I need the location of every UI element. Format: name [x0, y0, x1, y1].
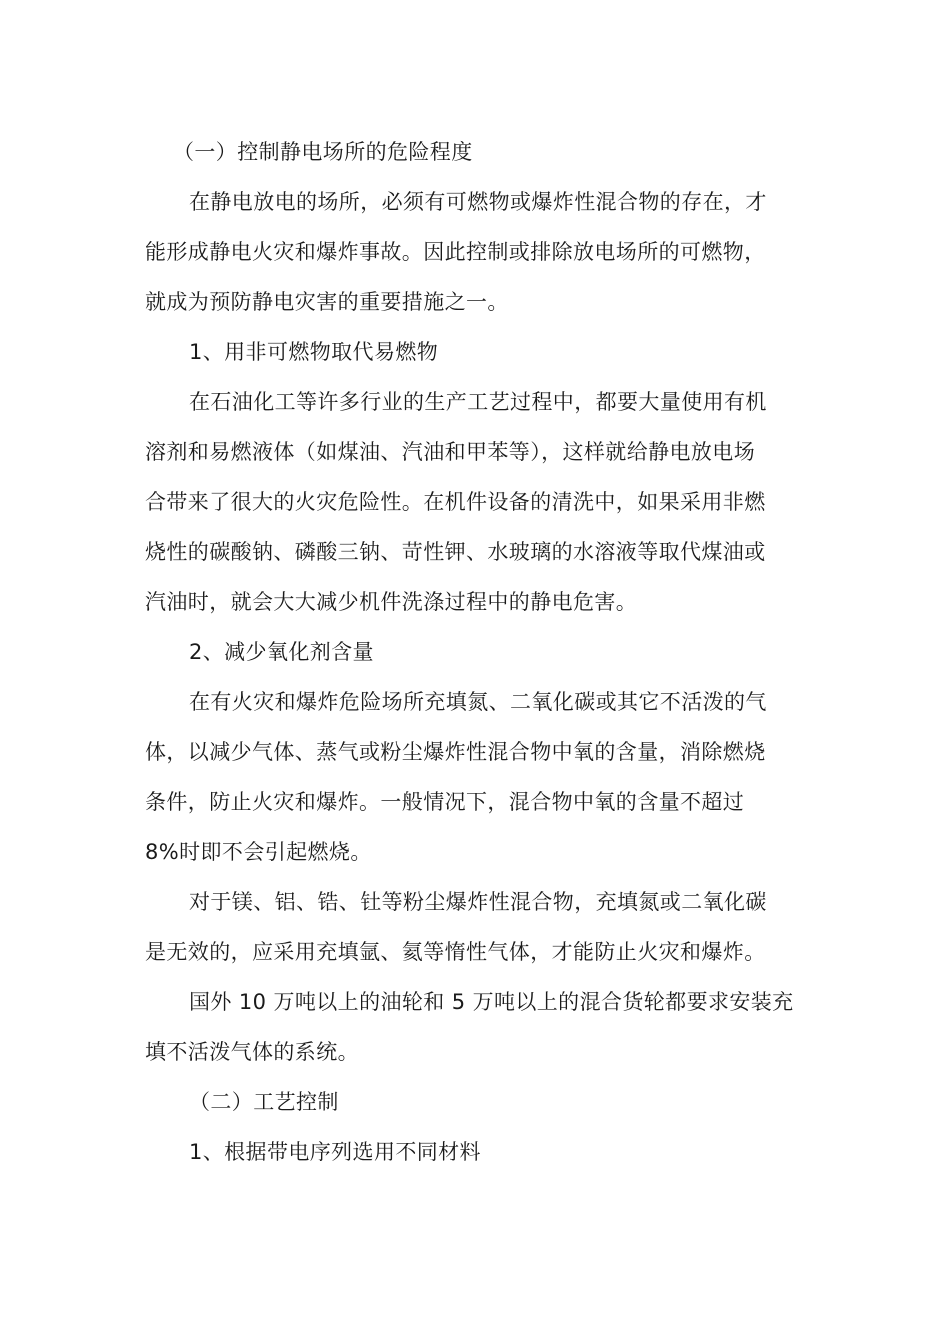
text-line: 烧性的碳酸钠、磷酸三钠、苛性钾、水玻璃的水溶液等取代煤油或: [145, 540, 766, 564]
text-line: 填不活泼气体的系统。: [145, 1040, 359, 1064]
text-line: 1、根据带电序列选用不同材料: [189, 1140, 481, 1164]
text-line: （二）工艺控制: [189, 1090, 339, 1114]
text-line: （一）控制静电场所的危险程度: [173, 140, 473, 164]
text-line: 1、用非可燃物取代易燃物: [189, 340, 439, 364]
subheading: [145, 327, 805, 377]
paragraph: [145, 877, 805, 977]
text-line: 条件，防止火灾和爆炸。一般情况下，混合物中氧的含量不超过: [145, 790, 745, 814]
text-line: 汽油时，就会大大减少机件洗涤过程中的静电危害。: [145, 590, 638, 614]
paragraph: [145, 377, 805, 627]
text-line: 2、减少氧化剂含量: [189, 640, 374, 664]
document-body: [145, 127, 805, 1177]
subheading: [145, 627, 805, 677]
paragraph: [145, 677, 805, 877]
text-line: 是无效的，应采用充填氩、氦等惰性气体，才能防止火灾和爆炸。: [145, 940, 766, 964]
text-line: 在有火灾和爆炸危险场所充填氮、二氧化碳或其它不活泼的气: [189, 690, 767, 714]
text-line: 溶剂和易燃液体（如煤油、汽油和甲苯等），这样就给静电放电场: [145, 440, 756, 464]
subheading: [145, 1127, 805, 1177]
text-line: 在石油化工等许多行业的生产工艺过程中，都要大量使用有机: [189, 390, 767, 414]
section-heading-1: [145, 127, 805, 177]
text-line: 体，以减少气体、蒸气或粉尘爆炸性混合物中氧的含量，消除燃烧: [145, 740, 766, 764]
text-line: 能形成静电火灾和爆炸事故。因此控制或排除放电场所的可燃物，: [145, 240, 766, 264]
text-line: 就成为预防静电灾害的重要措施之一。: [145, 290, 509, 314]
text-line: 国外 10 万吨以上的油轮和 5 万吨以上的混合货轮都要求安装充: [189, 990, 794, 1014]
text-line: 在静电放电的场所，必须有可燃物或爆炸性混合物的存在，才: [189, 190, 767, 214]
paragraph: [145, 177, 805, 327]
text-line: 对于镁、铝、锆、钍等粉尘爆炸性混合物，充填氮或二氧化碳: [189, 890, 767, 914]
section-heading-2: [145, 1077, 805, 1127]
text-line: 8%时即不会引起燃烧。: [145, 840, 372, 864]
paragraph: [145, 977, 805, 1077]
text-line: 合带来了很大的火灾危险性。在机件设备的清洗中，如果采用非燃: [145, 490, 766, 514]
